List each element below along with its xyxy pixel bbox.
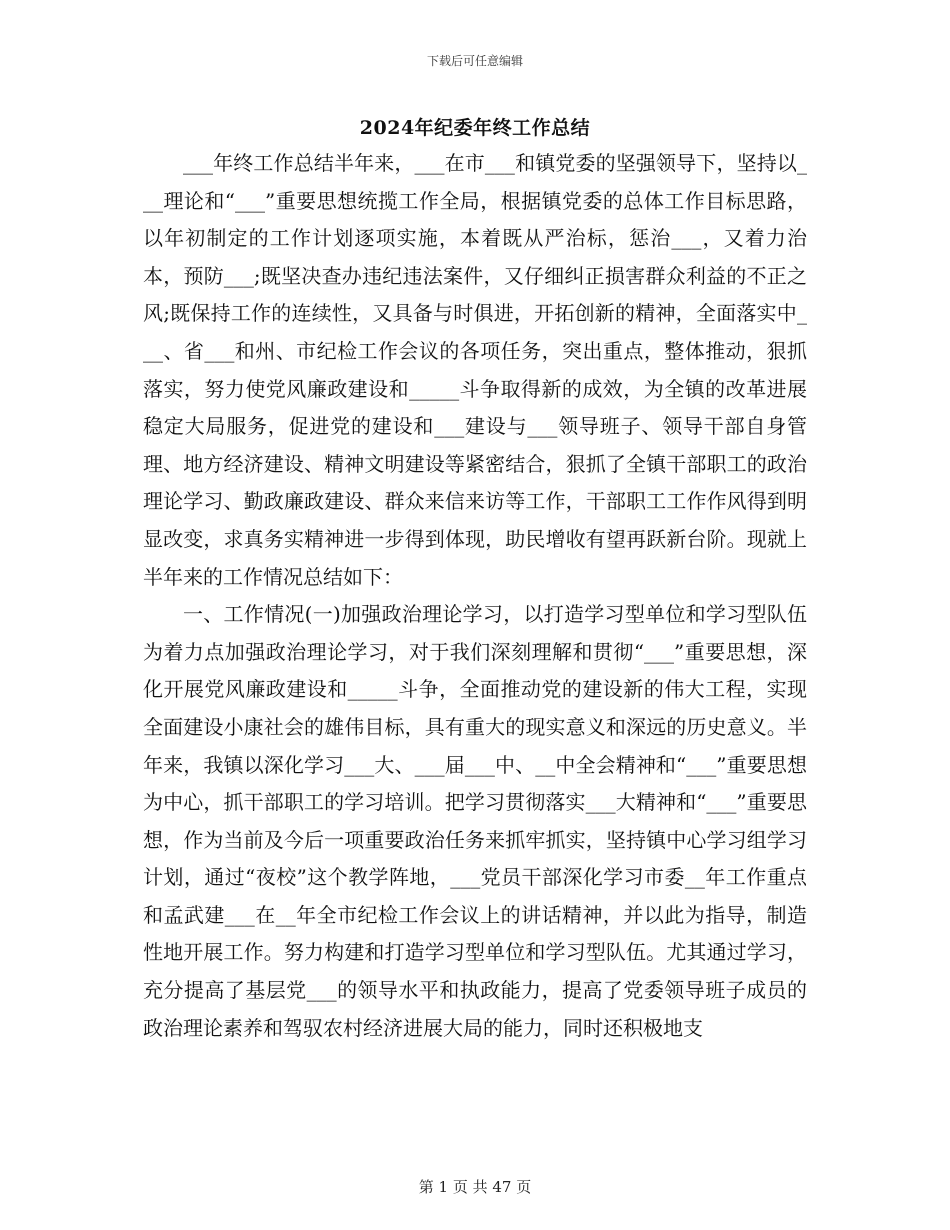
- document-body: [143, 145, 807, 1047]
- paragraph-intro: ___年终工作总结半年来，___在市___和镇党委的坚强领导下，坚持以___理论和“___”重要思想统揽工作全局，根据镇党委的总体工作目标思路，以年初制定的工作计划逐项实施，本着既从严治标，惩治___，又着力治本，预防___;既坚决查办违纪违法案件，又仔细纠正损害群众利益的不正之风;既保持工作的连续性，又具备与时俱进，开拓创新的精神，全面落实中___、省___和州、市纪检工作会议的各项任务，突出重点，整体推动，狠抓落实，努力使党风廉政建设和_____斗争取得新的成效，为全镇的改革进展稳定大局服务，促进党的建设和___建设与___领导班子、领导干部自身管理、地方经济建设、精神文明建设等紧密结合，狠抓了全镇干部职工的政治理论学习、勤政廉政建设、群众来信来访等工作，干部职工工作作风得到明显改变，求真务实精神进一步得到体现，助民增收有望再跃新台阶。现就上半年来的工作情况总结如下：: [143, 151, 807, 589]
- header-note: 下载后可任意编辑: [426, 54, 523, 68]
- paragraph-section-one: 一、工作情况(一)加强政治理论学习，以打造学习型单位和学习型队伍为着力点加强政治理论学习，对于我们深刻理解和贯彻“___”重要思想，深化开展党风廉政建设和_____斗争，全面推动党的建设新的伟大工程，实现全面建设小康社会的雄伟目标，具有重大的现实意义和深远的历史意义。半年来，我镇以深化学习___大、___届___中、__中全会精神和“___”重要思想为中心，抓干部职工的学习培训。把学习贯彻落实___大精神和“___”重要思想，作为当前及今后一项重要政治任务来抓牢抓实，坚持镇中心学习组学习计划，通过“夜校”这个教学阵地，___党员干部深化学习市委__年工作重点和孟武建___在__年全市纪检工作会议上的讲话精神，并以此为指导，制造性地开展工作。努力构建和打造学习型单位和学习型队伍。尤其通过学习，充分提高了基层党___的领导水平和执政能力，提高了党委领导班子成员的政治理论素养和驾驭农村经济进展大局的能力，同时还积极地支: [143, 602, 807, 1040]
- page-number: 第 1 页 共 47 页: [418, 1178, 532, 1196]
- document-title: 2024年纪委年终工作总结: [359, 117, 591, 139]
